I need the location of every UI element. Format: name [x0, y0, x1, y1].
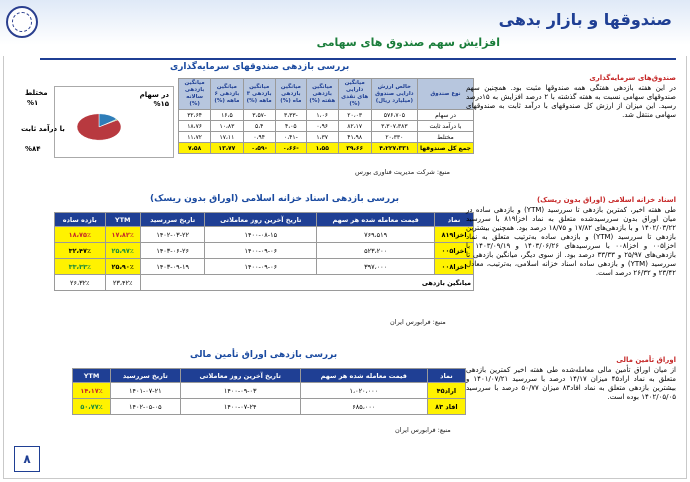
table-cell: ۰،۹۶ — [306, 121, 338, 132]
table-cell: ۲۵،۹۷٪ — [105, 243, 140, 259]
funds-col-1: خالص ارزش دارایی صندوق (میلیارد ریال) — [371, 79, 417, 110]
table-cell: ۳۲،۴۷٪ — [55, 243, 106, 259]
table-cell: ۱۸،۷۶ — [179, 121, 211, 132]
table-cell: -۰،۵۹ — [243, 143, 275, 154]
funds-col-0: نوع صندوق — [417, 79, 473, 110]
treasury-table — [54, 212, 474, 291]
table-cell: ۱۷،۱۱ — [211, 132, 243, 143]
funds-col-5: میانگین بازدهی ۳ ماهه (%) — [243, 79, 275, 110]
table-cell: ۱۴۰۰-۰۷-۲۴ — [180, 399, 300, 415]
table-cell: ۱۴،۱۷٪ — [73, 383, 111, 399]
table-cell: ۱،۵۵ — [306, 143, 338, 154]
financing-col-0: نماد — [427, 369, 465, 383]
funds-col-4: میانگین بازدهی ماه (%) — [275, 79, 306, 110]
table-cell: ۳۲،۶۴ — [179, 110, 211, 121]
table-cell: ۲۰،۰۳ — [338, 110, 371, 121]
fund-share-pie — [21, 86, 174, 158]
financing-col-1: قیمت معامله شده هر سهم — [300, 369, 427, 383]
table-cell: اخزا۸۱۹ — [435, 227, 474, 243]
funds-commentary — [466, 74, 676, 120]
funds-commentary-text: در این هفته بازدهی هفتگی همه صندوقها مثبت بود. همچنین سهم صندوقهای سهامی نسبت به هفته گذشته با ۲ درصد افزایش به ۱۵درصد رسید. این میزان از ارزش کل صندوقهای با درآمد ثابت به صندوقهای سهامی منتقل شد. — [466, 84, 676, 119]
table-cell: ۱۴۰۰-۰۸-۱۵ — [205, 227, 317, 243]
table-cell: ۱۱،۷۲ — [179, 132, 211, 143]
treasury-col-2: تاریخ آخرین روز معاملاتی — [205, 213, 317, 227]
table-row — [55, 243, 474, 259]
table-cell: اراد۴۵ — [427, 383, 465, 399]
table-row — [179, 132, 474, 143]
financing-col-3: تاریخ سررسید — [111, 369, 181, 383]
table-cell: -۳،۳۳ — [275, 110, 306, 121]
page-subtitle: افزایش سهم صندوق های سهامی — [316, 36, 500, 49]
table-cell: ۱۴۰۳-۰۶-۲۶ — [140, 243, 205, 259]
table-cell: ۵۰،۷۷٪ — [73, 399, 111, 415]
table-row — [55, 259, 474, 275]
table-cell: ۵۷۶،۷۰۵ — [371, 110, 417, 121]
table-cell: ۱۰،۸۳ — [211, 121, 243, 132]
table-cell: ۱۴۰۰-۰۹-۰۳ — [180, 383, 300, 399]
table-cell: ۱۶،۵ — [211, 110, 243, 121]
table-cell: ۱۸،۷۵٪ — [55, 227, 106, 243]
table-cell: ۱۳،۷۷ — [211, 143, 243, 154]
table-cell: اخزا۰۰۸ — [435, 259, 474, 275]
funds-col-6: میانگین بازدهی ۶ ماهه (%) — [211, 79, 243, 110]
table-cell: جمع کل صندوقها — [417, 143, 473, 154]
table-cell: ۱۴۰۱-۰۷-۲۱ — [111, 383, 181, 399]
financing-commentary — [466, 356, 676, 402]
table-row — [73, 399, 466, 415]
funds-col-3: میانگین بازدهی هفته (%) — [306, 79, 338, 110]
table-cell: ۴،۰۵ — [275, 121, 306, 132]
treasury-commentary-text: طی هفته اخیر، کمترین بازدهی تا سررسید (YTM) و بازدهی ساده در میان اوراق بدون سررسیدشده متعلق به نماد اخزا۸۱۹ با سررسید ۱۴۰۲/۰۳/۲۲ و با بازدهی‌های ۱۷/۸۲ و ۱۸/۷۵ درصد بود. همچنین بیشترین بازدهی تا سررسید (YTM) و بازدهی ساده به‌ترتیب متعلق به نماد اخزا۰۰۵ و اخزا۰۰۸ با سررسیدهای ۱۴۰۳/۰۶/۲۶ و ۱۴۰۳/۰۹/۱۹ با بازدهی‌های ۲۵/۹۷ و ۳۳/۳۳ درصد بود. از سوی دیگر، میانگین بازدهی تا سررسید (YTM) و بازدهی ساده اسناد خزانه اسلامی، به‌ترتیب، معادل ۲۳/۴۲ و ۲۶/۳۲ درصد است. — [466, 206, 677, 277]
table-cell: میانگین بازدهی — [140, 275, 473, 291]
table-row — [179, 121, 474, 132]
funds-section-title: بررسی بازدهی صندوقهای سرمایه‌گذاری — [170, 62, 350, 72]
table-row — [73, 383, 466, 399]
table-row — [55, 227, 474, 243]
table-cell: ۵۲۳،۲۰۰ — [317, 243, 435, 259]
treasury-commentary-title: اسناد خزانه اسلامی (اوراق بدون ریسک) — [536, 196, 676, 204]
table-cell: ۱۴۰۰-۰۹-۰۶ — [205, 259, 317, 275]
header-divider — [40, 58, 676, 60]
table-cell: ۱۴۰۲-۰۳-۲۲ — [140, 227, 205, 243]
funds-source: منبع: شرکت مدیریت فناوری بورس — [355, 168, 450, 176]
table-cell: ۷،۵۸ — [179, 143, 211, 154]
table-row — [179, 110, 474, 121]
pie-pct-mixed: %۱ — [27, 99, 39, 107]
table-cell: ۵،۴ — [243, 121, 275, 132]
table-cell: ۳۹۷،۰۰۰ — [317, 259, 435, 275]
financing-table — [72, 368, 466, 415]
pie-label-stock: در سهام — [139, 91, 169, 99]
table-cell: ۴۱،۹۸ — [338, 132, 371, 143]
table-cell: ۲۳،۴۲٪ — [105, 275, 140, 291]
treasury-col-3: تاریخ سررسید — [140, 213, 205, 227]
table-cell: ۱۴۰۰-۰۹-۰۶ — [205, 243, 317, 259]
pie-label-fixed: با درآمد ثابت — [21, 125, 65, 133]
table-cell: در سهام — [417, 110, 473, 121]
table-cell: ۱۴۰۲-۰۵-۰۵ — [111, 399, 181, 415]
treasury-section-title: بررسی بازدهی اسناد خزانه اسلامی (اوراق بدون ریسک) — [150, 194, 400, 204]
table-cell: -۰،۶۶ — [275, 143, 306, 154]
pie-pct-fixed: %۸۴ — [25, 145, 41, 153]
table-cell: ۱،۳۷ — [306, 132, 338, 143]
table-cell: ۱۴۰۳-۰۹-۱۹ — [140, 259, 205, 275]
financing-commentary-title: اوراق تأمین مالی — [616, 356, 676, 364]
financing-commentary-text: از میان اوراق تأمین مالی معامله‌شده طی هفته اخیر کمترین بازدهی متعلق به نماد اراد۴۵ میزان ۱۴/۱۷ درصد با سررسید ۱۴۰۱/۰۷/۲۱ و بیشترین بازدهی متعلق به نماد افاد۸۳ میزان ۵۰/۷۷ درصد با سررسید ۱۴۰۲/۰۵/۰۵ بوده است. — [466, 366, 677, 401]
financing-col-4: YTM — [73, 369, 111, 383]
page-number: ۸ — [14, 446, 40, 472]
table-cell: ۷۶۹،۵۱۹ — [317, 227, 435, 243]
table-cell: ۸۲،۱۷ — [338, 121, 371, 132]
table-cell: -۳،۵۷ — [243, 110, 275, 121]
pie-pct-stock: %۱۵ — [153, 100, 169, 108]
logo-icon — [6, 6, 38, 38]
table-cell: با درآمد ثابت — [417, 121, 473, 132]
table-cell: ۲۶،۳۲٪ — [55, 275, 106, 291]
page-title: صندوقها و بازار بدهی — [498, 10, 672, 29]
treasury-col-5: بازده ساده — [55, 213, 106, 227]
pie-label-mixed: مختلط — [25, 89, 48, 97]
financing-section-title: بررسی بازدهی اوراق تأمین مالی — [190, 350, 338, 360]
table-cell: اخزا۰۰۵ — [435, 243, 474, 259]
table-cell: ۳۳،۳۳٪ — [55, 259, 106, 275]
table-cell: ۲۵،۹۰٪ — [105, 259, 140, 275]
table-cell: ۶۸۵،۰۰۰ — [300, 399, 427, 415]
table-cell: ۱،۰۶ — [306, 110, 338, 121]
table-cell: ۳۹،۶۶ — [338, 143, 371, 154]
table-cell: افاد ۸۳ — [427, 399, 465, 415]
funds-table — [178, 78, 474, 154]
table-cell: ۴،۲۲۷،۳۳۱ — [371, 143, 417, 154]
table-cell: ۱،۰۲۰،۰۰۰ — [300, 383, 427, 399]
table-cell: مختلط — [417, 132, 473, 143]
table-cell: ۰،۹۴ — [243, 132, 275, 143]
table-cell: ۳،۳۰۷،۳۸۳ — [371, 121, 417, 132]
treasury-col-4: YTM — [105, 213, 140, 227]
table-row-average — [55, 275, 474, 291]
financing-col-2: تاریخ آخرین روز معاملاتی — [180, 369, 300, 383]
treasury-commentary — [466, 196, 676, 278]
funds-commentary-title: صندوق‌های سرمایه‌گذاری — [589, 74, 676, 82]
funds-col-2: میانگین دارایی های نقدی (%) — [338, 79, 371, 110]
treasury-col-0: نماد — [435, 213, 474, 227]
table-cell: ۲۰،۳۳۰ — [371, 132, 417, 143]
financing-source: منبع: فرابورس ایران — [395, 426, 451, 434]
table-row-total — [179, 143, 474, 154]
treasury-col-1: قیمت معامله شده هر سهم — [317, 213, 435, 227]
table-cell: -۰،۴۱ — [275, 132, 306, 143]
treasury-source: منبع: فرابورس ایران — [390, 318, 446, 326]
table-cell: ۱۷،۸۲٪ — [105, 227, 140, 243]
funds-col-7: میانگین بازدهی سالانه (%) — [179, 79, 211, 110]
